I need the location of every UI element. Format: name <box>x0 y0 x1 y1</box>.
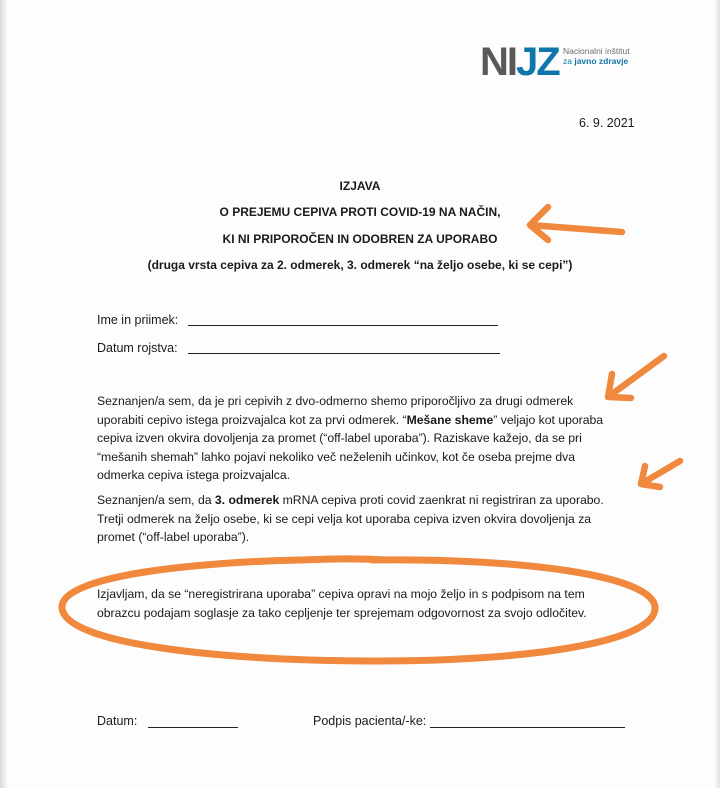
heading-subtitle: (druga vrsta cepiva za 2. odmerek, 3. odmerek “na željo osebe, ki se cepi”) <box>147 258 573 272</box>
paragraph-mixed-schemes: Seznanjen/a sem, da je pri cepivih z dvo-odmerno shemo priporočljivo za drugi odmerek uporabiti cepivo istega proizvajalca kot za prvi odmerek. “Mešane sheme” veljajo kot uporaba cepiva izven okvira dovoljenja za promet (“off-label uporaba”). Raziskave kažejo, da se pri “mešanih shemah” lahko pojavi nekoliko več neželenih učinkov, kot če oseba prejme dva odmerka cepiva istega proizvajalca. <box>97 394 604 483</box>
arrow-heading-icon <box>530 207 622 240</box>
document-date: 6. 9. 2021 <box>579 116 635 130</box>
paragraph-declaration: Izjavljam, da se “neregistrirana uporaba” cepiva opravi na mojo željo in s podpisom na tem obrazcu podajam soglasje za tako cepljenje ter sprejemam odgovornost za svojo odločitev. <box>97 587 587 620</box>
logo-text-line2: za javno zdravje <box>563 56 629 66</box>
logo-mark-ni: NI <box>480 40 516 84</box>
footer-date-label: Datum: <box>97 714 138 728</box>
heading-line3: KI NI PRIPOROČEN IN ODOBREN ZA UPORABO <box>222 232 498 246</box>
name-label: Ime in priimek: <box>97 313 179 327</box>
arrow-paragraph1-icon <box>608 356 664 398</box>
paragraph-third-dose: Seznanjen/a sem, da 3. odmerek mRNA cepiva proti covid zaenkrat ni registriran za uporabo. Tretji odmerek na željo osebe, ki se cepi velja kot uporaba cepiva izven okvira dovoljenja za promet (“off-label uporaba”). <box>97 493 604 545</box>
arrow-paragraph2-icon <box>641 461 680 487</box>
birth-date-label: Datum rojstva: <box>97 341 178 355</box>
declaration-ellipse-icon <box>62 559 655 661</box>
heading-line2: O PREJEMU CEPIVA PROTI COVID-19 NA NAČIN, <box>219 205 501 219</box>
logo-text-line1: Nacionalni inštitut <box>563 46 630 56</box>
heading-title: IZJAVA <box>339 179 381 193</box>
signature-label: Podpis pacienta/-ke: <box>313 714 427 728</box>
logo-mark-jz: JZ <box>516 40 559 84</box>
